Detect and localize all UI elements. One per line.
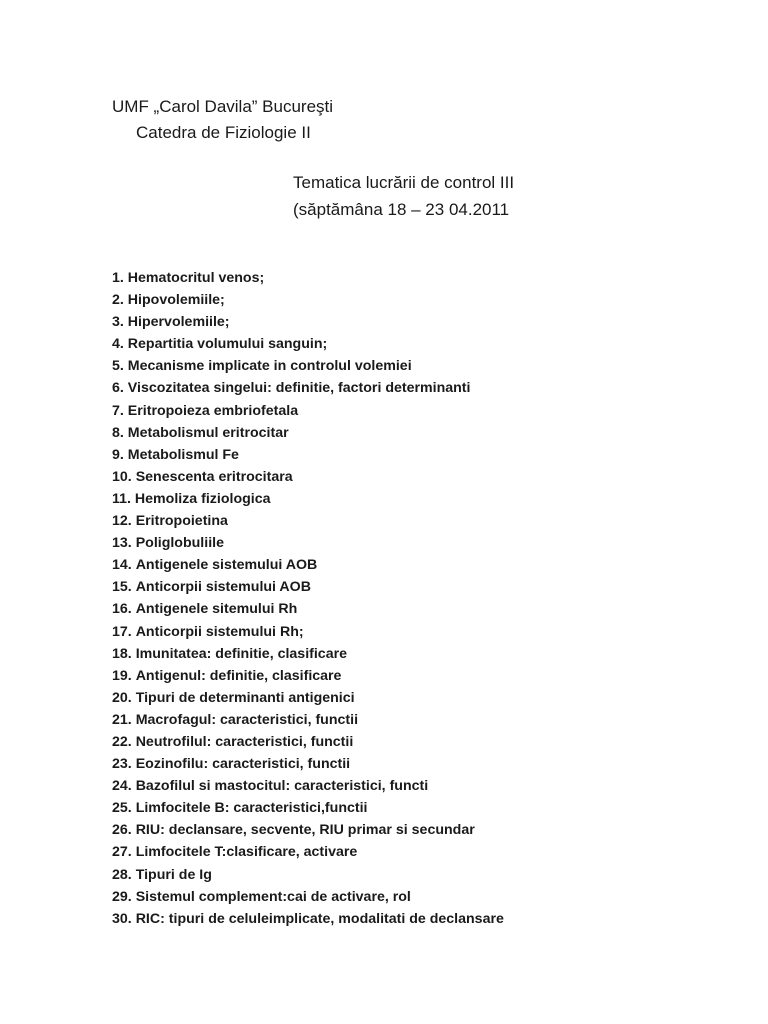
topic-number: 26. — [112, 822, 132, 839]
topic-text: Mecanisme implicate in controlul volemiei — [127, 358, 412, 375]
topic-number: 28. — [112, 866, 132, 883]
topic-number: 23. — [112, 756, 132, 773]
list-item — [112, 753, 504, 775]
topic-number: 2. — [112, 292, 124, 309]
topic-number: 5. — [112, 358, 124, 375]
topic-text: Neutrofilul: caracteristici, functii — [135, 733, 354, 750]
institution-name: UMF „Carol Davila” Bucureşti — [112, 97, 334, 116]
topic-text: Tipuri de Ig — [135, 866, 212, 883]
topic-text: Bazofilul si mastocitul: caracteristici, functi — [135, 778, 429, 795]
list-item — [112, 864, 504, 886]
list-item — [112, 400, 504, 422]
topic-text: Limfocitele T:clasificare, activare — [135, 844, 358, 861]
topic-number: 18. — [112, 645, 132, 662]
topic-number: 29. — [112, 888, 132, 905]
topic-number: 19. — [112, 667, 132, 684]
list-item — [112, 775, 504, 797]
list-item — [112, 731, 504, 753]
topic-text: Eritropoieza embriofetala — [127, 402, 299, 419]
topic-number: 16. — [112, 601, 132, 618]
topic-number: 25. — [112, 800, 132, 817]
list-item — [112, 355, 504, 377]
topic-number: 22. — [112, 733, 132, 750]
topic-text: Anticorpii sistemului AOB — [135, 579, 311, 596]
list-item — [112, 598, 504, 620]
list-item — [112, 377, 504, 399]
list-item — [112, 488, 504, 510]
list-item — [112, 797, 504, 819]
topic-text: Senescenta eritrocitara — [135, 468, 293, 485]
topic-text: Antigenele sitemului Rh — [135, 601, 298, 618]
list-item — [112, 687, 504, 709]
list-item — [112, 819, 504, 841]
topic-text: Poliglobuliile — [135, 535, 224, 552]
topic-number: 8. — [112, 424, 124, 441]
topic-number: 12. — [112, 513, 132, 530]
list-item — [112, 289, 504, 311]
list-item — [112, 665, 504, 687]
list-item — [112, 333, 504, 355]
topic-number: 24. — [112, 778, 132, 795]
topic-text: Antigenul: definitie, clasificare — [135, 667, 342, 684]
list-item — [112, 643, 504, 665]
topic-text: Eozinofilu: caracteristici, functii — [135, 756, 351, 773]
list-item — [112, 510, 504, 532]
topic-text: Tipuri de determinanti antigenici — [135, 689, 355, 706]
list-item — [112, 886, 504, 908]
topic-text: Limfocitele B: caracteristici,functii — [135, 800, 368, 817]
topic-number: 27. — [112, 844, 132, 861]
topic-number: 30. — [112, 910, 132, 927]
topic-number: 4. — [112, 336, 124, 353]
topic-text: Hipovolemiile; — [127, 292, 225, 309]
document-period: (săptămâna 18 – 23 04.2011 — [293, 200, 510, 219]
topic-number: 6. — [112, 380, 124, 397]
list-item — [112, 576, 504, 598]
topic-number: 3. — [112, 314, 124, 331]
list-item — [112, 422, 504, 444]
topic-text: Sistemul complement:cai de activare, rol — [135, 888, 411, 905]
topic-text: Metabolismul Fe — [127, 446, 239, 463]
topic-text: Hipervolemiile; — [127, 314, 230, 331]
topic-text: Viscozitatea singelui: definitie, factori determinanti — [127, 380, 471, 397]
document-title: Tematica lucrării de control III — [293, 173, 515, 192]
list-item — [112, 841, 504, 863]
topic-number: 17. — [112, 623, 132, 640]
topic-number: 10. — [112, 468, 132, 485]
topic-number: 21. — [112, 711, 132, 728]
topic-text: Imunitatea: definitie, clasificare — [135, 645, 347, 662]
topic-number: 7. — [112, 402, 124, 419]
topic-number: 14. — [112, 557, 132, 574]
topic-text: RIU: declansare, secvente, RIU primar si secundar — [135, 822, 475, 839]
topic-text: Eritropoietina — [135, 513, 228, 530]
topic-text: Anticorpii sistemului Rh; — [135, 623, 304, 640]
topic-number: 9. — [112, 446, 124, 463]
list-item — [112, 267, 504, 289]
list-item — [112, 466, 504, 488]
topic-text: Hematocritul venos; — [127, 270, 265, 286]
topic-text: Antigenele sistemului AOB — [135, 557, 318, 574]
topic-text: Metabolismul eritrocitar — [127, 424, 289, 441]
topic-number: 1. — [112, 270, 124, 286]
topic-number: 15. — [112, 579, 132, 596]
topic-text: Hemoliza fiziologica — [134, 490, 271, 507]
topic-number: 13. — [112, 535, 132, 552]
list-item — [112, 554, 504, 576]
topic-text: Macrofagul: caracteristici, functii — [135, 711, 359, 728]
topic-text: Repartitia volumului sanguin; — [127, 336, 328, 353]
list-item — [112, 709, 504, 731]
topic-list — [112, 267, 504, 930]
list-item — [112, 444, 504, 466]
topic-number: 11. — [112, 490, 131, 507]
list-item — [112, 621, 504, 643]
list-item — [112, 532, 504, 554]
topic-text: RIC: tipuri de celuleimplicate, modalitati de declansare — [135, 910, 504, 927]
list-item — [112, 908, 504, 930]
department-name: Catedra de Fiziologie II — [136, 123, 311, 142]
topic-number: 20. — [112, 689, 132, 706]
list-item — [112, 311, 504, 333]
